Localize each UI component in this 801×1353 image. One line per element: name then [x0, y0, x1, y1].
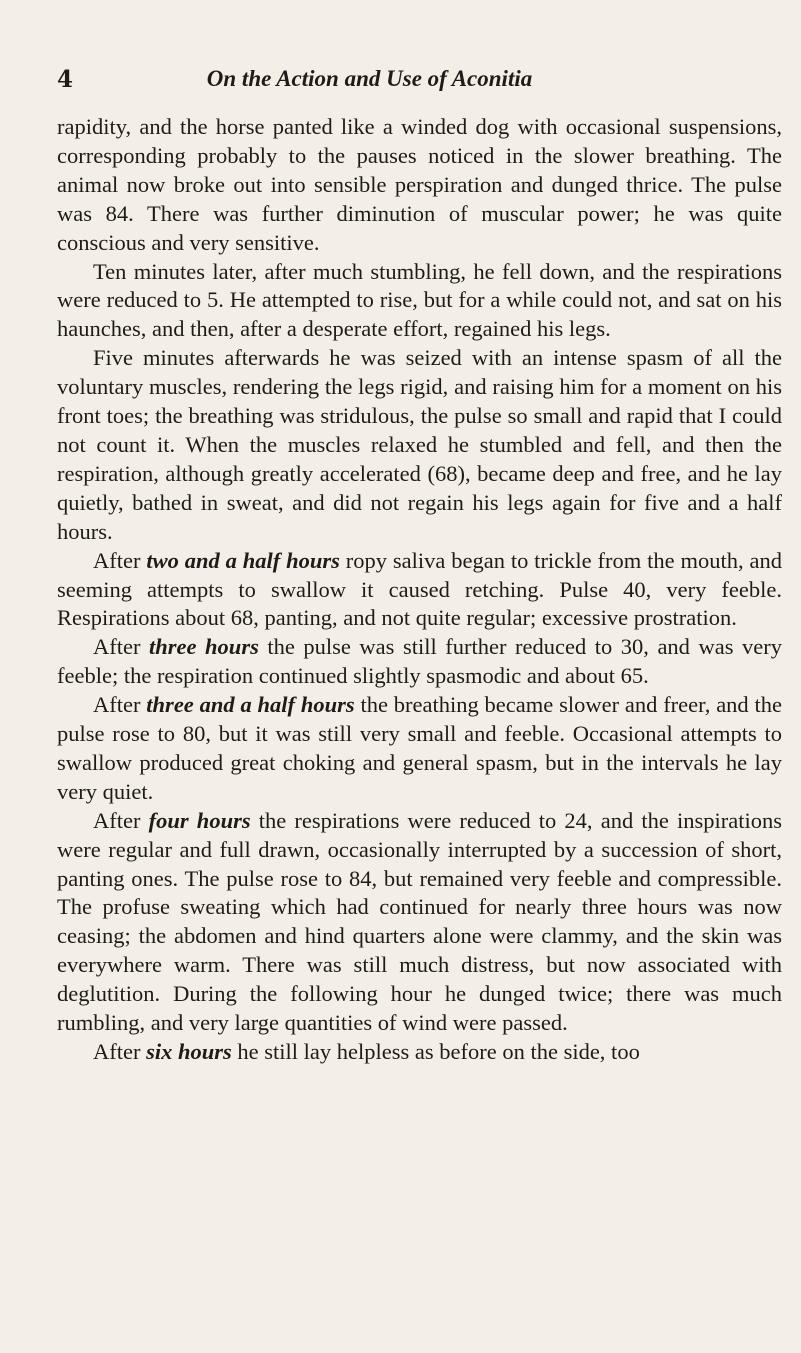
paragraph: After four hours the respirations were reduced to 24, and the inspirations were regular and full drawn, occasionally interrupted by a succession of short, panting ones. The pulse rose to 84, but remained very feeble and compressible. The profuse sweating which had continued for nearly three hours was now ceasing; the abdomen and hind quarters alone were clammy, and the skin was everywhere warm. There was still much distress, but now associated with deglutition. During the following hour he dunged twice; there was much rumbling, and very large quantities of wind were passed.: [57, 807, 782, 1036]
paragraph: rapidity, and the horse panted like a winded dog with occasional suspensions, corresponding probably to the pauses noticed in the slower breathing. The animal now broke out into sensible perspiration and dunged thrice. The pulse was 84. There was further diminution of muscular power; he was quite conscious and very sensitive.: [57, 114, 782, 255]
running-head: [57, 66, 682, 98]
time-marker: three and a half hours: [146, 692, 355, 718]
paragraph: After three and a half hours the breathing became slower and freer, and the pulse rose to 80, but it was still very small and feeble. Occasional attempts to swallow produced great choking and general spasm, but in the intervals he lay very quiet.: [57, 692, 782, 804]
paragraph: Five minutes afterwards he was seized with an intense spasm of all the voluntary muscles, rendering the legs rigid, and raising him for a moment on his front toes; the breathing was stridulous, the pulse so small and rapid that I could not count it. When the muscles relaxed he stumbled and fell, and then the respiration, although greatly accelerated (68), became deep and free, and he lay quietly, bathed in sweat, and did not regain his legs again for five and a half hours.: [57, 345, 782, 544]
time-marker: two and a half hours: [146, 547, 340, 573]
time-marker: six hours: [146, 1039, 232, 1064]
time-marker: three hours: [149, 634, 259, 660]
paragraph: After three hours the pulse was still further reduced to 30, and was very feeble; the respiration continued slightly spasmodic and about 65.: [57, 634, 782, 689]
paragraph: After two and a half hours ropy saliva began to trickle from the mouth, and seeming attempts to swallow it caused retching. Pulse 40, very feeble. Respirations about 68, panting, and not quite regular; excessive prostration.: [57, 547, 782, 631]
page-number: 4: [57, 66, 74, 93]
time-marker: four hours: [148, 807, 251, 833]
running-title: On the Action and Use of Aconitia: [206, 66, 533, 91]
paragraph: After six hours he still lay helpless as before on the side, too: [93, 1039, 640, 1064]
paragraph: Ten minutes later, after much stumbling, he fell down, and the respirations were reduced to 5. He attempted to rise, but for a while could not, and sat on his haunches, and then, after a desperate effort, regained his legs.: [57, 258, 782, 342]
body-text: [57, 113, 782, 1067]
